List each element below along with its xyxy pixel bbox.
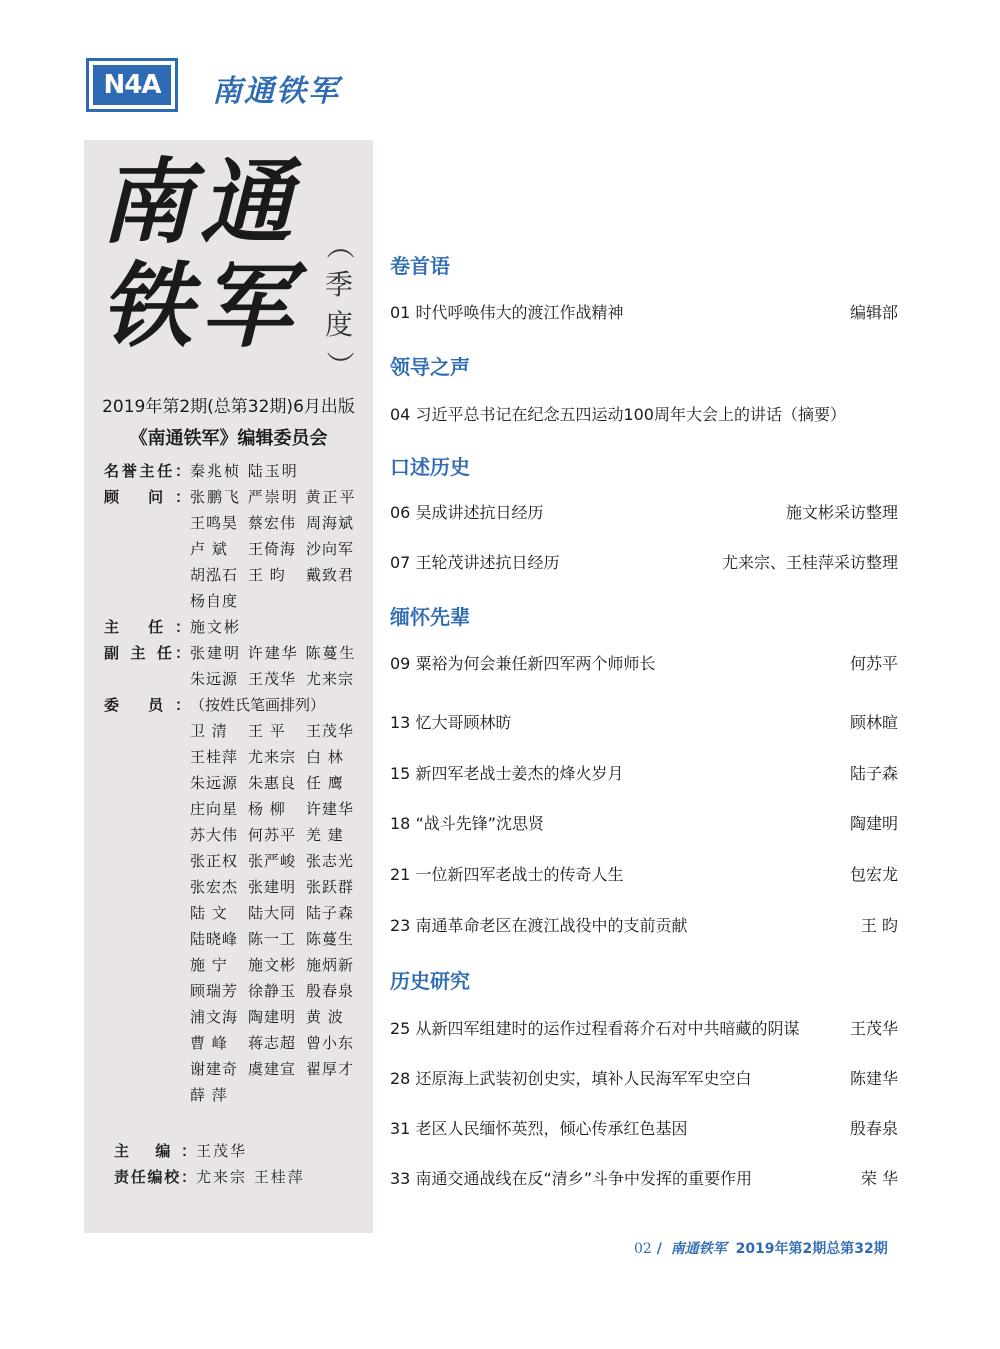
toc-entry-title: 28 还原海上武装初创史实，填补人民海军军史空白 (390, 1069, 752, 1088)
name-row (190, 848, 364, 874)
member-name: 顾瑞芳 (190, 982, 239, 1000)
masthead-line-2: 铁军 (100, 252, 301, 360)
toc-entry-author: 陶建明 (849, 814, 898, 833)
toc-entry-title: 01 时代呼唤伟大的渡江作战精神 (390, 303, 624, 322)
toc-entry[interactable] (390, 1066, 898, 1089)
member-name: 尤来宗 (248, 748, 297, 766)
name-row (190, 900, 364, 926)
quarterly-label (322, 225, 356, 385)
toc-entry[interactable] (390, 402, 898, 425)
member-name: 浦文海 (190, 1008, 239, 1026)
masthead-line-1: 南通 (100, 148, 301, 256)
page-footer (634, 1238, 888, 1258)
member-name: 翟厚才 (306, 1060, 355, 1078)
member-name: 谢建奇 (190, 1060, 239, 1078)
role-deputy (104, 640, 364, 666)
member-name: 朱远源 (190, 670, 239, 688)
toc-entry-title: 13 忆大哥顾林昉 (390, 713, 512, 732)
n4a-logo (86, 58, 178, 112)
member-name (248, 588, 306, 614)
name-row (190, 510, 364, 536)
toc-section-heading: 口述历史 (390, 455, 470, 479)
toc-entry[interactable] (390, 651, 898, 674)
name-row (190, 1056, 364, 1082)
member-name: 王 平 (248, 722, 286, 740)
masthead-calligraphy (100, 150, 300, 358)
toc-entry-author: 施文彬采访整理 (785, 503, 898, 522)
member-name: 杨 柳 (248, 800, 286, 818)
member-name: 曹 峰 (190, 1034, 228, 1052)
member-name: 施 宁 (190, 956, 228, 974)
name-row (190, 822, 364, 848)
member-name: 王倚海 (248, 540, 297, 558)
role-proofreader (114, 1164, 305, 1190)
role-director (104, 614, 364, 640)
role-value: 尤来宗 王桂萍 (196, 1168, 305, 1186)
member-name: 卢 斌 (190, 540, 228, 558)
name-row (190, 1030, 364, 1056)
member-name: 张正权 (190, 852, 239, 870)
member-name: 陆子森 (306, 904, 355, 922)
member-name: 陈蔓生 (306, 930, 355, 948)
member-name: 陶建明 (248, 1008, 297, 1026)
member-name: 白 林 (306, 748, 344, 766)
toc-entry-title: 04 习近平总书记在纪念五四运动100周年大会上的讲话（摘要） (390, 405, 846, 424)
committee-roles (104, 458, 364, 1108)
member-name: 苏大伟 (190, 826, 239, 844)
member-name: 尤来宗 (306, 670, 355, 688)
member-name: 陆晓峰 (190, 930, 239, 948)
quarterly-close-paren: ） (323, 350, 356, 379)
footer-slash: / (656, 1241, 662, 1257)
member-name: 张跃群 (306, 878, 355, 896)
role-value: （按姓氏笔画排列） (190, 696, 326, 714)
member-name: 徐静玉 (248, 982, 297, 1000)
toc-entry[interactable] (390, 1166, 898, 1189)
member-name: 任 鹰 (306, 774, 344, 792)
role-member (104, 692, 364, 718)
member-name: 戴致君 (306, 566, 355, 584)
member-name: 施文彬 (248, 956, 297, 974)
name-row (190, 926, 364, 952)
member-name: 朱远源 (190, 774, 239, 792)
member-name: 张建明 (248, 878, 297, 896)
toc-entry[interactable] (390, 913, 898, 936)
member-name: 薛 萍 (190, 1086, 228, 1104)
header-script-title: 南通铁军 (212, 74, 340, 109)
name-row (190, 874, 364, 900)
footer-script-title: 南通铁军 (670, 1241, 727, 1257)
role-label: 副 主 任： (104, 644, 190, 662)
member-name (248, 1082, 306, 1108)
adviser-names (190, 510, 364, 614)
member-names (190, 718, 364, 1108)
role-adviser (104, 484, 364, 510)
name-row (190, 536, 364, 562)
member-name (306, 1082, 364, 1108)
toc-entry-author: 王茂华 (849, 1019, 898, 1038)
member-name: 王茂华 (248, 670, 297, 688)
toc-entry-title: 18 “战斗先锋”沈思贤 (390, 814, 545, 833)
toc-entry[interactable] (390, 1016, 898, 1039)
role-honorary (104, 458, 364, 484)
toc-entry-author: 包宏龙 (849, 865, 898, 884)
role-label: 责任编校： (114, 1168, 196, 1186)
quarterly-text (322, 265, 356, 345)
toc-entry[interactable] (390, 500, 898, 523)
toc-entry[interactable] (390, 300, 898, 323)
toc-entry[interactable] (390, 811, 898, 834)
name-row (190, 718, 364, 744)
member-name: 何苏平 (248, 826, 297, 844)
member-name: 蔡宏伟 (248, 514, 297, 532)
toc-entry-author: 陈建华 (849, 1069, 898, 1088)
toc-entry-author: 王 昀 (860, 916, 898, 935)
member-name: 胡泓石 (190, 566, 239, 584)
name-row (190, 744, 364, 770)
quarterly-char: 度 (324, 308, 353, 341)
role-label: 主 任： (104, 618, 190, 636)
member-name: 张志光 (306, 852, 355, 870)
member-name: 羌 建 (306, 826, 344, 844)
role-label: 名誉主任： (104, 462, 190, 480)
role-label: 委 员： (104, 696, 190, 714)
toc-entry[interactable] (390, 761, 898, 784)
toc-entry-author: 殷春泉 (849, 1119, 898, 1138)
role-value: 施文彬 (190, 618, 242, 636)
member-name: 王 昀 (248, 566, 286, 584)
page-number: 02 (634, 1241, 652, 1257)
name-row (190, 1082, 364, 1108)
toc-entry-title: 15 新四军老战士姜杰的烽火岁月 (390, 764, 624, 783)
member-name: 陆 文 (190, 904, 228, 922)
toc-entry-title: 07 王轮茂讲述抗日经历 (390, 553, 560, 572)
toc-entry-author: 顾林暄 (849, 713, 898, 732)
toc-section-heading: 卷首语 (390, 254, 450, 278)
toc-section-heading: 历史研究 (390, 969, 470, 993)
member-name: 王茂华 (306, 722, 355, 740)
toc-entry-title: 21 一位新四军老战士的传奇人生 (390, 865, 624, 884)
toc-section-heading: 缅怀先辈 (390, 605, 470, 629)
name-row (190, 770, 364, 796)
name-row (190, 796, 364, 822)
editor-roles (114, 1138, 305, 1190)
member-name: 张宏杰 (190, 878, 239, 896)
n4a-logo-text: N4A (93, 65, 171, 105)
role-value: 秦兆桢 陆玉明 (190, 462, 299, 480)
member-name: 王鸣昊 (190, 514, 239, 532)
quarterly-char: 季 (324, 268, 353, 301)
toc-entry-title: 31 老区人民缅怀英烈，倾心传承红色基因 (390, 1119, 688, 1138)
member-name (306, 588, 364, 614)
name-row (190, 1004, 364, 1030)
member-name: 曾小东 (306, 1034, 355, 1052)
role-label: 顾 问： (104, 488, 190, 506)
toc-entry-title: 25 从新四军组建时的运作过程看蒋介石对中共暗藏的阴谋 (390, 1019, 800, 1038)
toc-entry[interactable] (390, 1116, 898, 1139)
member-name: 许建华 (306, 800, 355, 818)
toc-entry-title: 06 吴成讲述抗日经历 (390, 503, 544, 522)
member-name: 蒋志超 (248, 1034, 297, 1052)
member-name: 张严峻 (248, 852, 297, 870)
committee-title: 《南通铁军》编辑委员会 (129, 428, 328, 449)
member-name: 卫 清 (190, 722, 228, 740)
member-name: 陈一工 (248, 930, 297, 948)
quarterly-open-paren: （ (323, 230, 356, 259)
role-value: 张建明 许建华 陈蔓生 (190, 644, 357, 662)
member-name: 殷春泉 (306, 982, 355, 1000)
toc-entry[interactable] (390, 862, 898, 885)
member-name: 周海斌 (306, 514, 355, 532)
role-value: 张鹏飞 严崇明 黄正平 (190, 488, 357, 506)
name-row (190, 952, 364, 978)
member-name: 庄向星 (190, 800, 239, 818)
name-row (190, 562, 364, 588)
toc-entry[interactable] (390, 710, 898, 733)
member-name: 陆大同 (248, 904, 297, 922)
toc-entry-title: 23 南通革命老区在渡江战役中的支前贡献 (390, 916, 688, 935)
role-editor (114, 1138, 305, 1164)
role-label: 主 编： (114, 1142, 196, 1160)
toc-entry[interactable] (390, 550, 898, 573)
name-row (190, 666, 364, 692)
toc-entry-author: 编辑部 (849, 303, 898, 322)
member-name: 朱惠良 (248, 774, 297, 792)
toc-entry-title: 33 南通交通战线在反“清乡”斗争中发挥的重要作用 (390, 1169, 753, 1188)
member-name: 施炳新 (306, 956, 355, 974)
toc-entry-author: 荣 华 (860, 1169, 898, 1188)
footer-issue: 2019年第2期总第32期 (735, 1241, 888, 1257)
issue-line: 2019年第2期(总第32期)6月出版 (102, 397, 355, 417)
role-value: 王茂华 (196, 1142, 248, 1160)
member-name: 虞建宣 (248, 1060, 297, 1078)
name-row (190, 978, 364, 1004)
deputy-names (190, 666, 364, 692)
toc-entry-title: 09 粟裕为何会兼任新四军两个师师长 (390, 654, 656, 673)
toc-entry-author: 陆子森 (849, 764, 898, 783)
toc-entry-author: 何苏平 (849, 654, 898, 673)
name-row (190, 588, 364, 614)
toc-entry-author: 尤来宗、王桂萍采访整理 (721, 553, 898, 572)
member-name: 沙向军 (306, 540, 355, 558)
toc-section-heading: 领导之声 (390, 355, 470, 379)
member-name: 杨自度 (190, 592, 239, 610)
member-name: 黄 波 (306, 1008, 344, 1026)
member-name: 王桂萍 (190, 748, 239, 766)
